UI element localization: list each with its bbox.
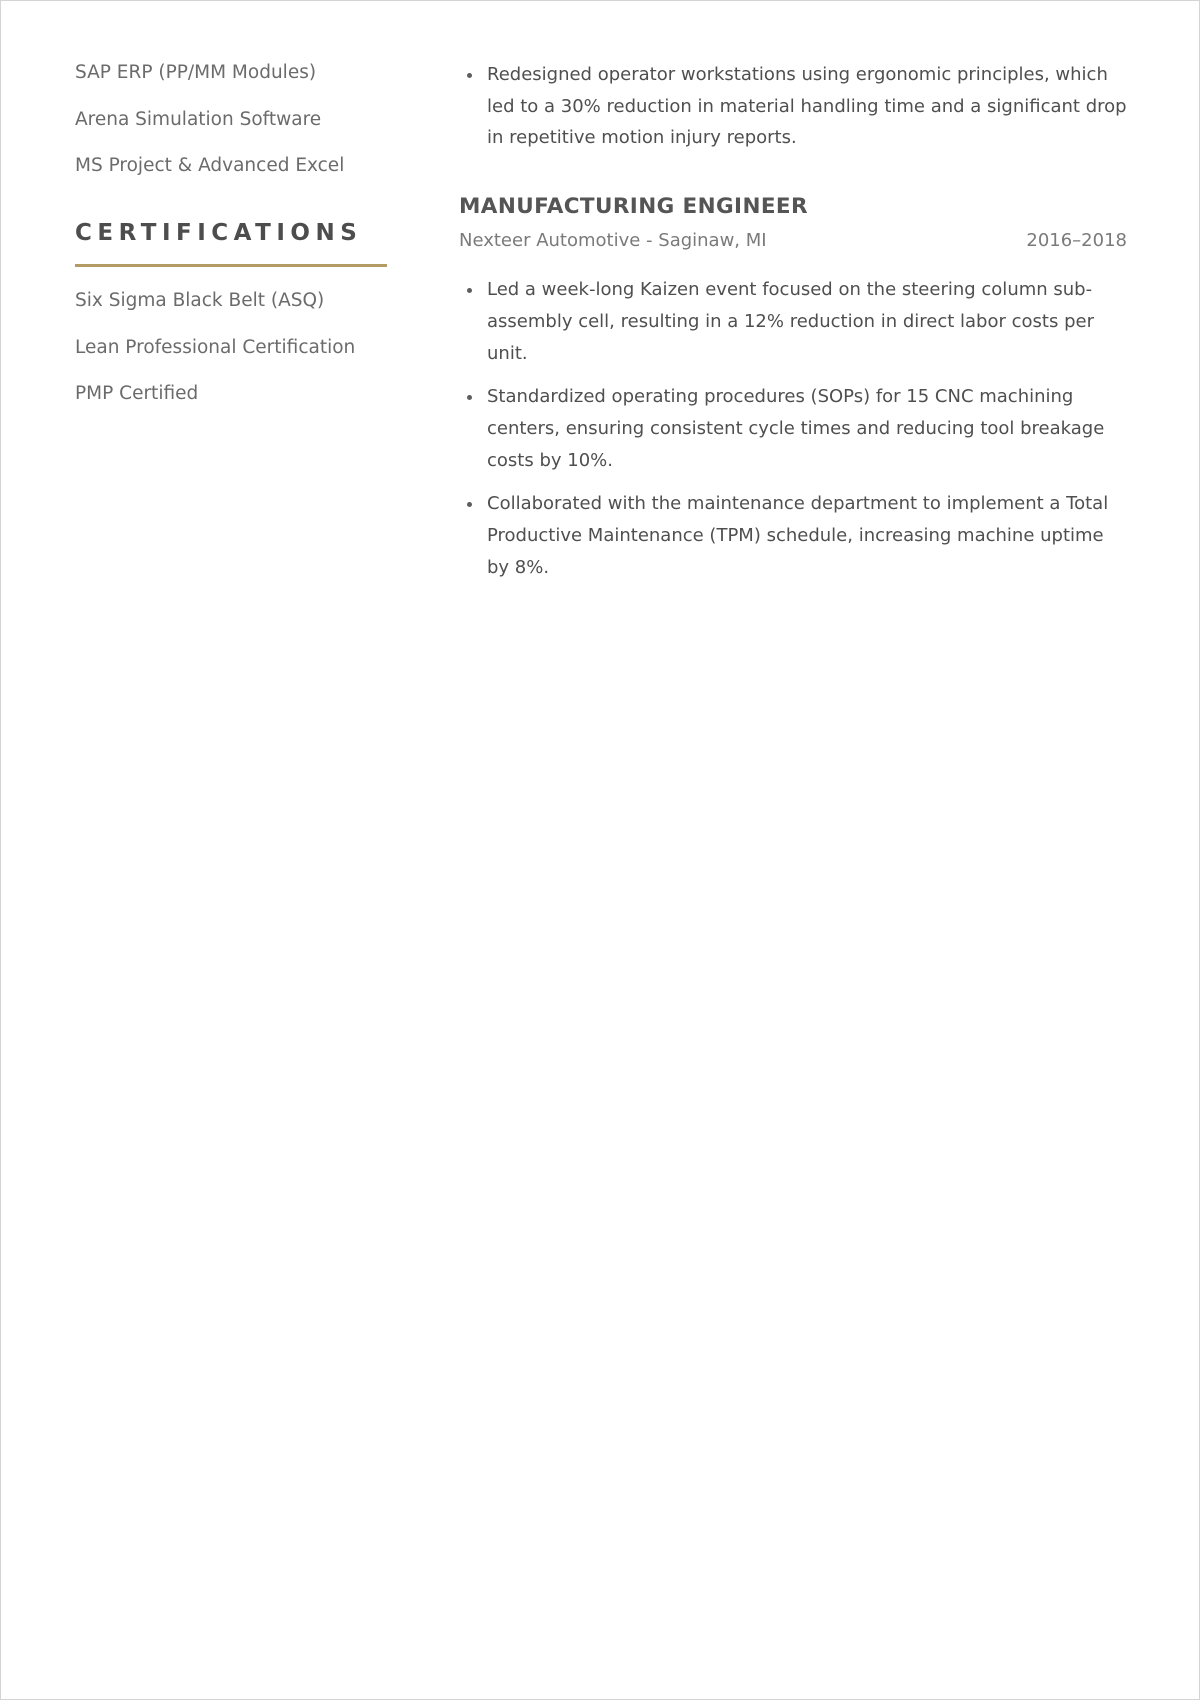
bullet-item: Redesigned operator workstations using ergonomic principles, which led to a 30% reduction in material handling time and a significant drop in repetitive motion injury reports.	[487, 59, 1127, 154]
skill-item: SAP ERP (PP/MM Modules)	[75, 62, 317, 83]
skills-list	[75, 59, 387, 180]
main-column	[459, 59, 1127, 595]
job-meta	[459, 228, 1127, 254]
certification-item: Lean Professional Certification	[75, 336, 356, 358]
bullet-item: Collaborated with the maintenance department to implement a Total Productive Maintenance (TPM) schedule, increasing machine uptime by 8%.	[487, 488, 1127, 583]
certifications-heading: CERTIFICATIONS	[75, 220, 363, 246]
certification-item: PMP Certified	[75, 383, 199, 404]
job-company: Nexteer Automotive - Saginaw, MI	[459, 230, 767, 252]
sidebar	[75, 59, 387, 427]
certifications-list	[75, 287, 387, 408]
bullet-item: Led a week-long Kaizen event focused on the steering column sub-assembly cell, resulting in a 12% reduction in direct labor costs per unit.	[487, 274, 1127, 369]
job-bullets	[459, 274, 1127, 583]
skill-item: Arena Simulation Software	[75, 108, 322, 130]
previous-job-bullets	[459, 59, 1127, 154]
bullet-item: Standardized operating procedures (SOPs) for 15 CNC machining centers, ensuring consistent cycle times and reducing tool breakage costs by 10%.	[487, 381, 1127, 476]
skill-item: MS Project & Advanced Excel	[75, 155, 345, 176]
section-divider	[75, 264, 387, 267]
job-dates: 2016–2018	[1026, 230, 1127, 252]
job-title: MANUFACTURING ENGINEER	[459, 194, 808, 220]
certification-item: Six Sigma Black Belt (ASQ)	[75, 290, 325, 311]
